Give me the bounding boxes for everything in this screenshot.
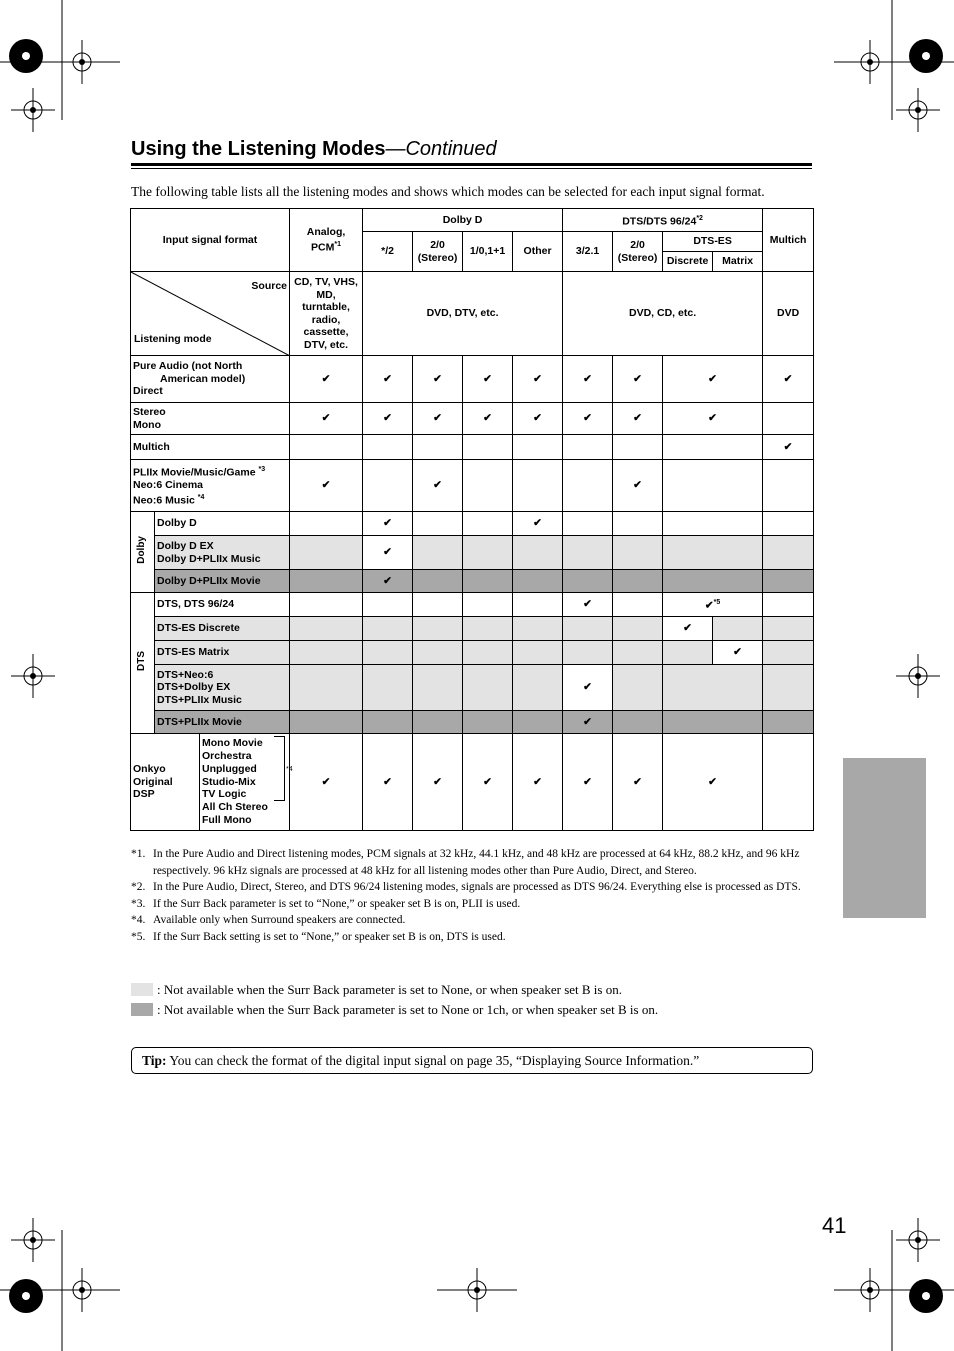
table-row bbox=[131, 460, 814, 512]
check-mark: ✔ bbox=[290, 734, 363, 831]
source-analog: CD, TV, VHS, MD, turntable, radio, cassette, DTV, etc. bbox=[290, 272, 363, 356]
check-mark: ✔ bbox=[413, 460, 463, 512]
table-row bbox=[131, 734, 814, 831]
table-row bbox=[131, 536, 814, 570]
mode-stereo-mono: Stereo Mono bbox=[131, 403, 290, 435]
footnote: *2. In the Pure Audio, Direct, Stereo, and DTS 96/24 listening modes, signals are processed as DTS 96/24. Everything else is processed as DTS. bbox=[131, 881, 801, 893]
group-dolby: Dolby bbox=[131, 512, 155, 593]
legend-light: : Not available when the Surr Back parameter is set to None, or when speaker set B is on. bbox=[131, 982, 622, 998]
check-mark: ✔$^{*5}$ bbox=[663, 593, 763, 617]
header-sub: Other bbox=[513, 232, 563, 272]
bracket bbox=[274, 736, 285, 801]
check-mark: ✔ bbox=[290, 460, 363, 512]
check-mark: ✔ bbox=[363, 570, 413, 593]
check-mark: ✔ bbox=[763, 356, 814, 403]
page-title: Using the Listening Modes—Continued bbox=[131, 138, 497, 160]
swatch-dark bbox=[131, 1003, 153, 1016]
header-matrix: Matrix bbox=[713, 252, 763, 272]
page-number: 41 bbox=[822, 1213, 847, 1238]
check-mark: ✔ bbox=[613, 403, 663, 435]
mode-dts-es-discrete: DTS-ES Discrete bbox=[155, 617, 290, 641]
source-label: Source bbox=[251, 280, 288, 292]
check-mark: ✔ bbox=[413, 734, 463, 831]
check-mark: ✔ bbox=[413, 356, 463, 403]
check-mark: ✔ bbox=[563, 593, 613, 617]
footnote: *3. If the Surr Back parameter is set to “None,” or speaker set B is on, PLII is used. bbox=[131, 897, 521, 910]
mode-pliix-neo6: PLIIx Movie/Music/Game $^{*3}$ Neo:6 Cinema Neo:6 Music $^{*4}$ bbox=[131, 460, 290, 512]
mode-dts-neo6: DTS+Neo:6 DTS+Dolby EX DTS+PLIIx Music bbox=[155, 665, 290, 711]
check-mark: ✔ bbox=[663, 403, 763, 435]
source-dolby: DVD, DTV, etc. bbox=[363, 272, 563, 356]
source-listening-mode-cell bbox=[131, 272, 290, 356]
mode-dts-pliix-movie: DTS+PLIIx Movie bbox=[155, 711, 290, 734]
mode-dts-es-matrix: DTS-ES Matrix bbox=[155, 641, 290, 665]
title-rule bbox=[131, 163, 812, 166]
check-mark: ✔ bbox=[713, 641, 763, 665]
header-sub: 2/0 (Stereo) bbox=[413, 232, 463, 272]
swatch-light bbox=[131, 983, 153, 996]
check-mark: ✔ bbox=[563, 711, 613, 734]
check-mark: ✔ bbox=[463, 403, 513, 435]
check-mark: ✔ bbox=[463, 356, 513, 403]
legend-dark: : Not available when the Surr Back parameter is set to None or 1ch, or when speaker set B is on. bbox=[131, 1002, 658, 1018]
onkyo-mode-list: Mono Movie Orchestra Unplugged Studio-Mix TV Logic All Ch Stereo Full Mono *4 bbox=[200, 734, 290, 831]
table-row bbox=[131, 512, 814, 536]
check-mark: ✔ bbox=[513, 512, 563, 536]
header-dolby-d: Dolby D bbox=[363, 209, 563, 232]
check-mark: ✔ bbox=[563, 665, 613, 711]
mode-dolby-d-pliix-movie: Dolby D+PLIIx Movie bbox=[155, 570, 290, 593]
footnote: *5. If the Surr Back setting is set to “None,” or speaker set B is on, DTS is used. bbox=[131, 930, 506, 943]
onkyo-note: *4 bbox=[286, 766, 293, 773]
title-rule-thin bbox=[131, 168, 812, 169]
check-mark: ✔ bbox=[613, 734, 663, 831]
table-row bbox=[131, 570, 814, 593]
check-mark: ✔ bbox=[363, 356, 413, 403]
intro-text: The following table lists all the listening modes and shows which modes can be selected for each input signal format. bbox=[131, 184, 765, 199]
tip-box: Tip: You can check the format of the digital input signal on page 35, “Displaying Source Information.” bbox=[131, 1047, 813, 1074]
check-mark: ✔ bbox=[363, 512, 413, 536]
table-row bbox=[131, 641, 814, 665]
header-input-signal-format: Input signal format bbox=[131, 209, 290, 272]
footnotes bbox=[131, 846, 813, 945]
check-mark: ✔ bbox=[563, 734, 613, 831]
header-dts: DTS/DTS 96/24$^{*2}$ bbox=[563, 209, 763, 232]
check-mark: ✔ bbox=[663, 356, 763, 403]
footnote: *4. Available only when Surround speakers are connected. bbox=[131, 914, 406, 926]
group-dts: DTS bbox=[131, 593, 155, 734]
mode-pure-audio: Pure Audio (not North American model) Direct bbox=[131, 356, 290, 403]
table-row bbox=[131, 617, 814, 641]
source-dts: DVD, CD, etc. bbox=[563, 272, 763, 356]
header-discrete: Discrete bbox=[663, 252, 713, 272]
check-mark: ✔ bbox=[613, 356, 663, 403]
check-mark: ✔ bbox=[513, 734, 563, 831]
source-multich: DVD bbox=[763, 272, 814, 356]
header-sub: 2/0 (Stereo) bbox=[613, 232, 663, 272]
check-mark: ✔ bbox=[613, 460, 663, 512]
check-mark: ✔ bbox=[463, 734, 513, 831]
mode-dolby-d-ex: Dolby D EX Dolby D+PLIIx Music bbox=[155, 536, 290, 570]
header-sub: */2 bbox=[363, 232, 413, 272]
header-sub: 1/0,1+1 bbox=[463, 232, 513, 272]
check-mark: ✔ bbox=[663, 734, 763, 831]
check-mark: ✔ bbox=[663, 617, 713, 641]
header-dts-es: DTS-ES bbox=[663, 232, 763, 252]
check-mark: ✔ bbox=[290, 403, 363, 435]
table-row bbox=[131, 435, 814, 460]
header-analog-pcm: Analog, PCM$^{*1}$ bbox=[290, 209, 363, 272]
table-row bbox=[131, 356, 814, 403]
table-row bbox=[131, 403, 814, 435]
check-mark: ✔ bbox=[563, 403, 613, 435]
side-tab bbox=[843, 758, 926, 918]
mode-multich: Multich bbox=[131, 435, 290, 460]
check-mark: ✔ bbox=[363, 403, 413, 435]
mode-dolby-d: Dolby D bbox=[155, 512, 290, 536]
check-mark: ✔ bbox=[363, 536, 413, 570]
listening-modes-table bbox=[130, 208, 814, 831]
check-mark: ✔ bbox=[563, 356, 613, 403]
table-row bbox=[131, 665, 814, 711]
footnote: *1. In the Pure Audio and Direct listening modes, PCM signals at 32 kHz, 44.1 kHz, and 48 kHz are processed at 64 kHz, 88.2 kHz, and 96 kHz respectively. 96 kHz signals are processed at 48 kHz for all listening modes other than Pure Audio, Direct, and Stereo. bbox=[131, 848, 800, 877]
mode-onkyo-dsp: Onkyo Original DSP bbox=[131, 734, 200, 831]
listening-mode-label: Listening mode bbox=[134, 332, 212, 345]
table-row bbox=[131, 711, 814, 734]
header-multich: Multich bbox=[763, 209, 814, 272]
table-row bbox=[131, 593, 814, 617]
check-mark: ✔ bbox=[363, 734, 413, 831]
check-mark: ✔ bbox=[763, 435, 814, 460]
header-sub: 3/2.1 bbox=[563, 232, 613, 272]
check-mark: ✔ bbox=[413, 403, 463, 435]
check-mark: ✔ bbox=[290, 356, 363, 403]
check-mark: ✔ bbox=[513, 356, 563, 403]
mode-dts-9624: DTS, DTS 96/24 bbox=[155, 593, 290, 617]
check-mark: ✔ bbox=[513, 403, 563, 435]
